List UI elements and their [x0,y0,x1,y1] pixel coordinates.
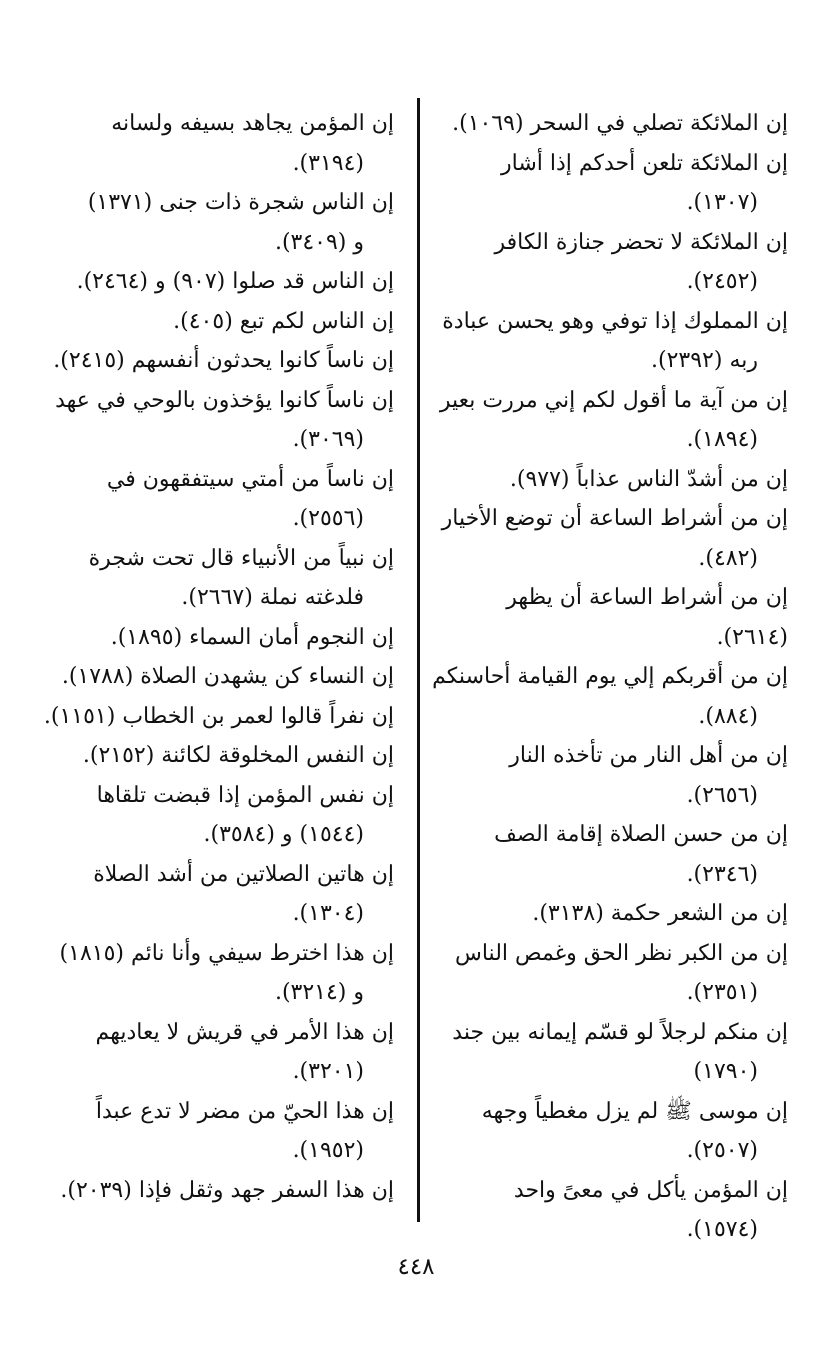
entry-reference: (٢٥٥٦). [292,506,364,531]
index-entry [42,855,394,934]
index-entry [42,1013,394,1092]
index-entry [42,539,394,618]
entry-reference: (٢٣٥١). [686,980,758,1005]
entry-reference: (٣١٩٤). [292,150,364,176]
entry-text: إن من أقربكم إلي يوم القيامة أحاسنكم [432,664,788,689]
index-entry [42,1171,394,1211]
entry-text: إن من أشراط الساعة أن يظهر (٢٦١٤). [506,585,788,650]
index-column-right [432,104,788,1250]
entry-reference: ربه (٢٣٩٢). [651,348,758,373]
entry-reference: (٨٨٤). [698,703,758,729]
index-entry [42,460,394,539]
entry-text: إن موسى ﷺ لم يزل مغطياً وجهه [481,1098,788,1124]
entry-text: إن منكم لرجلاً لو قسّم إيمانه بين جند [452,1019,788,1045]
index-entry [432,381,788,460]
entry-text: إن المملوك إذا توفي وهو يحسن عبادة [442,308,788,334]
entry-text: إن من أهل النار من تأخذه النار [509,743,788,768]
entry-text: إن من حسن الصلاة إقامة الصف [494,822,788,847]
entry-text: إن هذا الأمر في قريش لا يعاديهم [95,1019,394,1045]
entry-text: إن هاتين الصلاتين من أشد الصلاة [93,861,394,887]
entry-text: إن النجوم أمان السماء (١٨٩٥). [110,624,394,650]
index-entry [432,578,788,657]
index-entry [432,657,788,736]
entry-reference: (١٣٠٧). [686,190,758,215]
index-entry [432,815,788,894]
entry-text: إن من أشراط الساعة أن توضع الأخيار [441,506,788,531]
index-entry [42,381,394,460]
index-entry [42,776,394,855]
index-entry [432,1092,788,1171]
entry-text: إن النفس المخلوقة لكائنة (٢١٥٢). [82,743,394,768]
entry-text: إن ناساً من أمتي سيتفقهون في [106,466,394,492]
entry-reference: (١٥٧٤). [686,1217,758,1242]
column-divider [417,98,420,1222]
index-entry [42,1092,394,1171]
index-entry [42,104,394,183]
index-entry [42,183,394,262]
entry-text: إن الملائكة تصلي في السحر (١٠٦٩). [452,111,788,136]
entry-text: إن هذا السفر جهد وثقل فإذا (٢٠٣٩). [60,1177,394,1203]
entry-text: إن من آية ما أقول لكم إني مررت بعير [439,387,788,413]
page-number: ٤٤٨ [397,1254,435,1280]
entry-reference: (٢٥٠٧). [686,1138,758,1163]
index-entry [42,697,394,737]
index-entry [432,104,788,144]
index-entry [432,223,788,302]
entry-text: إن ناساً كانوا يحدثون أنفسهم (٢٤١٥). [53,348,394,373]
entry-text: إن الناس قد صلوا (٩٠٧) و (٢٤٦٤). [76,269,394,294]
index-entry [432,1013,788,1092]
index-entry [432,144,788,223]
entry-text: إن المؤمن يأكل في معىً واحد [513,1177,788,1203]
index-entry [432,460,788,500]
entry-text: إن الملائكة لا تحضر جنازة الكافر [494,229,788,255]
entry-reference: (٢٣٤٦). [686,861,758,887]
entry-text: إن المؤمن يجاهد بسيفه ولسانه [111,111,394,136]
index-entry [42,736,394,776]
entry-text: إن هذا اخترط سيفي وأنا نائم (١٨١٥) [59,940,394,966]
index-entry [42,302,394,342]
index-entry [432,736,788,815]
index-entry [432,302,788,381]
entry-reference: (١٧٩٠) [693,1059,758,1084]
index-entry [42,618,394,658]
entry-reference: (١٥٤٤) و (٣٥٨٤). [203,822,364,847]
index-entry [432,894,788,934]
entry-reference: (١٩٥٢). [292,1138,364,1163]
entry-text: إن هذا الحيّ من مضر لا تدع عبداً [95,1098,394,1124]
entry-reference: (٤٨٢). [698,545,758,571]
entry-text: إن الملائكة تلعن أحدكم إذا أشار [501,150,788,176]
entry-text: إن ناساً كانوا يؤخذون بالوحي في عهد [55,387,394,413]
index-entry [42,341,394,381]
index-entry [42,934,394,1013]
entry-text: إن نبياً من الأنبياء قال تحت شجرة [88,545,394,571]
entry-text: إن من الكبر نظر الحق وغمص الناس [455,940,788,966]
entry-reference: و (٣٤٠٩). [274,229,364,255]
entry-reference: و (٣٢١٤). [274,980,364,1005]
index-entry [432,1171,788,1250]
index-entry [432,934,788,1013]
entry-reference: (٢٤٥٢). [686,269,758,294]
entry-text: إن النساء كن يشهدن الصلاة (١٧٨٨). [61,664,394,689]
entry-reference: (٣٢٠١). [292,1059,364,1084]
entry-reference: فلدغته نملة (٢٦٦٧). [181,585,364,610]
entry-reference: (٣٠٦٩). [292,427,364,452]
entry-text: إن من أشدّ الناس عذاباً (٩٧٧). [509,466,788,492]
entry-text: إن الناس لكم تبع (٤٠٥). [173,308,394,334]
index-entry [42,262,394,302]
entry-text: إن الناس شجرة ذات جنى (١٣٧١) [87,190,394,215]
entry-text: إن نفراً قالوا لعمر بن الخطاب (١١٥١). [43,703,394,729]
entry-reference: (١٣٠٤). [292,901,364,926]
entry-text: إن نفس المؤمن إذا قبضت تلقاها [96,782,394,808]
index-entry [432,499,788,578]
entry-text: إن من الشعر حكمة (٣١٣٨). [532,901,788,926]
index-column-left [42,104,394,1210]
entry-reference: (١٨٩٤). [686,427,758,452]
index-entry [42,657,394,697]
entry-reference: (٢٦٥٦). [686,782,758,808]
